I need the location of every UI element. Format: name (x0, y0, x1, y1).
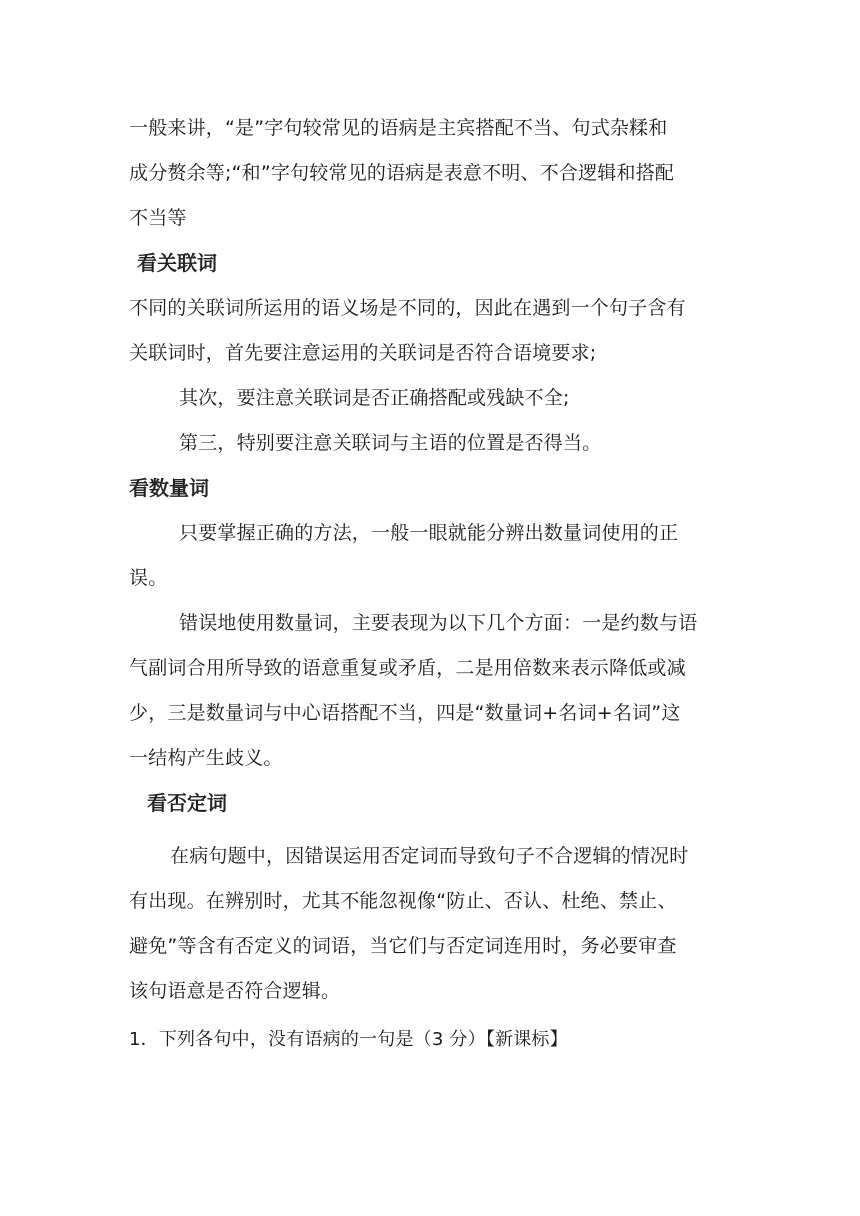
negation-line-1: 在病句题中，因错误运用否定词而导致句子不合逻辑的情况时 (170, 845, 689, 867)
negation-line-2: 有出现。在辨别时，尤其不能忽视像“防止、否认、杜绝、禁止、 (129, 890, 677, 912)
numerals-line-6: 一结构产生歧义。 (129, 747, 283, 769)
numerals-line-5: 少，三是数量词与中心语搭配不当，四是“数量词+名词+名词”这 (129, 702, 681, 724)
numerals-line-1: 只要掌握正确的方法，一般一眼就能分辨出数量词使用的正 (179, 522, 679, 544)
conjunctions-line-3: 其次，要注意关联词是否正确搭配或残缺不全; (179, 387, 570, 409)
intro-line-2: 成分赘余等;“和”字句较常见的语病是表意不明、不合逻辑和搭配 (129, 162, 675, 184)
conjunctions-line-2: 关联词时，首先要注意运用的关联词是否符合语境要求; (129, 342, 597, 364)
negation-line-3: 避免”等含有否定义的词语，当它们与否定词连用时，务必要审查 (129, 935, 677, 957)
numerals-line-4: 气副词合用所导致的语意重复或矛盾，二是用倍数来表示降低或减 (129, 657, 686, 679)
negation-line-4: 该句语意是否符合逻辑。 (129, 980, 341, 1002)
conjunctions-line-4: 第三，特别要注意关联词与主语的位置是否得当。 (179, 432, 602, 454)
conjunctions-line-1: 不同的关联词所运用的语义场是不同的，因此在遇到一个句子含有 (129, 297, 686, 319)
heading-negation: 看否定词 (147, 791, 227, 815)
intro-line-1: 一般来讲，“是”字句较常见的语病是主宾搭配不当、句式杂糅和 (129, 117, 668, 139)
numerals-line-2: 误。 (129, 567, 168, 589)
intro-line-3: 不当等 (129, 207, 187, 229)
heading-conjunctions: 看关联词 (137, 251, 217, 275)
numerals-line-3: 错误地使用数量词，主要表现为以下几个方面：一是约数与语 (179, 612, 698, 634)
heading-numerals: 看数量词 (129, 476, 209, 500)
question-1: 1．下列各句中，没有语病的一句是（3 分）【新课标】 (129, 1029, 568, 1050)
